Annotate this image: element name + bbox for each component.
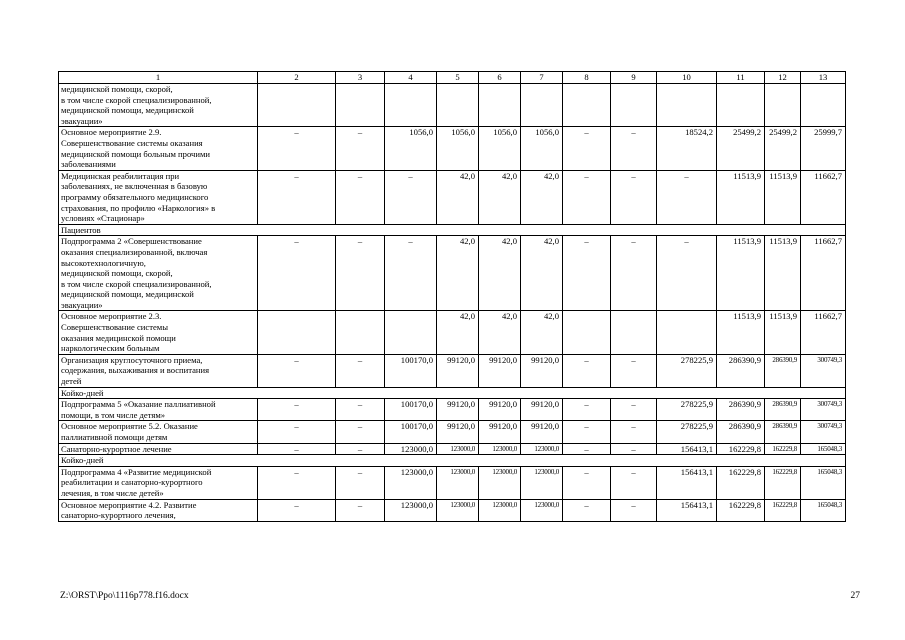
- table-row: [59, 170, 846, 224]
- table-cell: 286390,9: [765, 399, 801, 421]
- table-cell: 99120,0: [479, 421, 521, 443]
- table-cell: 278225,9: [657, 399, 717, 421]
- table-cell: 286390,9: [765, 354, 801, 387]
- table-cell: 286390,9: [717, 399, 765, 421]
- header-cell: 12: [765, 72, 801, 84]
- table-cell: 42,0: [479, 236, 521, 311]
- header-cell: 4: [385, 72, 437, 84]
- table-cell: –: [258, 236, 336, 311]
- table-cell: –: [258, 421, 336, 443]
- table-cell: –: [385, 170, 437, 224]
- table-cell: 123000,0: [479, 443, 521, 455]
- table-cell: –: [611, 170, 657, 224]
- table-row: [59, 236, 846, 311]
- table-cell: 11513,9: [717, 311, 765, 354]
- table-cell: [336, 84, 385, 127]
- table-row: [59, 443, 846, 455]
- data-table: [58, 71, 846, 522]
- table-cell: 278225,9: [657, 354, 717, 387]
- row-label: Основное мероприятие 2.9. Совершенствование системы оказания медицинской помощи больным прочими заболеваниями: [59, 127, 258, 170]
- table-cell: –: [258, 354, 336, 387]
- table-cell: 99120,0: [437, 354, 479, 387]
- table-cell: 1056,0: [521, 127, 563, 170]
- header-cell: 5: [437, 72, 479, 84]
- table-cell: –: [611, 236, 657, 311]
- table-cell: 42,0: [437, 236, 479, 311]
- header-cell: 10: [657, 72, 717, 84]
- table-cell: [657, 84, 717, 127]
- table-cell: 278225,9: [657, 421, 717, 443]
- table-cell: [563, 311, 611, 354]
- table-cell: 123000,0: [479, 466, 521, 499]
- table-cell: 100170,0: [385, 399, 437, 421]
- table-cell: 99120,0: [479, 399, 521, 421]
- table-cell: 42,0: [521, 236, 563, 311]
- table-cell: 42,0: [437, 170, 479, 224]
- table-cell: –: [336, 399, 385, 421]
- table-cell: 100170,0: [385, 354, 437, 387]
- table-cell: –: [657, 170, 717, 224]
- table-cell: –: [258, 170, 336, 224]
- table-cell: –: [336, 499, 385, 521]
- table-cell: 300749,3: [801, 399, 846, 421]
- table-cell: 25499,2: [717, 127, 765, 170]
- row-label: Основное мероприятие 5.2. Оказание паллиативной помощи детям: [59, 421, 258, 443]
- table-cell: –: [611, 443, 657, 455]
- table-cell: 123000,0: [385, 466, 437, 499]
- header-row: [59, 72, 846, 84]
- table-cell: 156413,1: [657, 443, 717, 455]
- table-cell: [563, 84, 611, 127]
- table-cell: 42,0: [479, 170, 521, 224]
- table-cell: –: [611, 421, 657, 443]
- table-cell: 1056,0: [437, 127, 479, 170]
- table-row: [59, 354, 846, 387]
- table-cell: –: [385, 236, 437, 311]
- table-cell: –: [258, 399, 336, 421]
- table-cell: –: [563, 354, 611, 387]
- table-cell: 123000,0: [437, 466, 479, 499]
- table-cell: 162229,8: [717, 499, 765, 521]
- table-cell: 162229,8: [717, 443, 765, 455]
- row-label: Санаторно-курортное лечение: [59, 443, 258, 455]
- unit-row: [59, 224, 846, 236]
- table-cell: 11513,9: [765, 170, 801, 224]
- table-cell: 99120,0: [521, 421, 563, 443]
- row-label: Подпрограмма 4 «Развитие медицинской реабилитации и санаторно-курортного лечения, в том числе детей»: [59, 466, 258, 499]
- header-cell: 1: [59, 72, 258, 84]
- table-cell: [336, 311, 385, 354]
- table-cell: 42,0: [521, 311, 563, 354]
- table-cell: –: [336, 236, 385, 311]
- table-cell: [258, 311, 336, 354]
- table-cell: –: [336, 466, 385, 499]
- table-cell: –: [563, 443, 611, 455]
- table-cell: –: [258, 127, 336, 170]
- table-cell: 123000,0: [385, 443, 437, 455]
- table-cell: –: [563, 421, 611, 443]
- table-cell: 11513,9: [765, 311, 801, 354]
- table-cell: 99120,0: [521, 399, 563, 421]
- header-cell: 2: [258, 72, 336, 84]
- table-cell: 42,0: [479, 311, 521, 354]
- table-cell: 286390,9: [717, 421, 765, 443]
- table-cell: [385, 84, 437, 127]
- table-cell: 300749,3: [801, 354, 846, 387]
- table-cell: –: [258, 443, 336, 455]
- table-cell: 11513,9: [717, 170, 765, 224]
- unit-row: [59, 455, 846, 467]
- table-cell: –: [563, 236, 611, 311]
- table-cell: 123000,0: [437, 499, 479, 521]
- table-cell: 162229,8: [765, 499, 801, 521]
- table-cell: –: [563, 499, 611, 521]
- table-cell: 1056,0: [385, 127, 437, 170]
- table-cell: –: [563, 170, 611, 224]
- table-cell: 162229,8: [765, 443, 801, 455]
- table-cell: –: [611, 127, 657, 170]
- table-cell: 300749,3: [801, 421, 846, 443]
- table-cell: –: [258, 466, 336, 499]
- table-cell: 18524,2: [657, 127, 717, 170]
- table-cell: [437, 84, 479, 127]
- table-cell: 11662,7: [801, 311, 846, 354]
- table-cell: [611, 311, 657, 354]
- table-cell: –: [336, 127, 385, 170]
- table-cell: [258, 84, 336, 127]
- table-cell: –: [336, 170, 385, 224]
- table-cell: [385, 311, 437, 354]
- header-cell: 3: [336, 72, 385, 84]
- unit-label: Койко-дней: [59, 387, 846, 399]
- table-row: [59, 84, 846, 127]
- table-cell: –: [336, 421, 385, 443]
- table-cell: 286390,9: [765, 421, 801, 443]
- table-cell: 286390,9: [717, 354, 765, 387]
- table-cell: 156413,1: [657, 499, 717, 521]
- row-label: медицинской помощи, скорой, в том числе скорой специализированной, медицинской помощи, медицинской эвакуации»: [59, 84, 258, 127]
- table-cell: –: [258, 499, 336, 521]
- table-cell: [801, 84, 846, 127]
- table-cell: –: [563, 399, 611, 421]
- table-cell: 1056,0: [479, 127, 521, 170]
- header-cell: 7: [521, 72, 563, 84]
- table-cell: 123000,0: [385, 499, 437, 521]
- table-cell: –: [611, 466, 657, 499]
- table-cell: [611, 84, 657, 127]
- table-cell: –: [611, 499, 657, 521]
- table-cell: 11662,7: [801, 170, 846, 224]
- header-cell: 6: [479, 72, 521, 84]
- table-cell: –: [336, 443, 385, 455]
- table-cell: 123000,0: [521, 466, 563, 499]
- table-cell: 123000,0: [437, 443, 479, 455]
- header-cell: 8: [563, 72, 611, 84]
- header-cell: 13: [801, 72, 846, 84]
- table-cell: 165048,3: [801, 466, 846, 499]
- table-cell: 99120,0: [521, 354, 563, 387]
- table-cell: [765, 84, 801, 127]
- table-row: [59, 466, 846, 499]
- unit-label: Койко-дней: [59, 455, 846, 467]
- page-number: 27: [850, 591, 860, 601]
- row-label: Организация круглосуточного приема, содержания, выхаживания и воспитания детей: [59, 354, 258, 387]
- table-cell: 99120,0: [437, 399, 479, 421]
- table-cell: 42,0: [437, 311, 479, 354]
- table-cell: [521, 84, 563, 127]
- table-cell: 123000,0: [521, 499, 563, 521]
- table-cell: 162229,8: [765, 466, 801, 499]
- table-cell: [479, 84, 521, 127]
- unit-row: [59, 387, 846, 399]
- table-cell: [717, 84, 765, 127]
- table-cell: 99120,0: [437, 421, 479, 443]
- row-label: Подпрограмма 2 «Совершенствование оказания специализированной, включая высокотехнологичную, медицинской помощи, скорой, в том числе скорой специализированной, медицинской помощи, медицинской эвакуации»: [59, 236, 258, 311]
- table-cell: –: [657, 236, 717, 311]
- table-cell: –: [563, 466, 611, 499]
- table-row: [59, 499, 846, 521]
- table-cell: 42,0: [521, 170, 563, 224]
- table-cell: [657, 311, 717, 354]
- table-cell: 100170,0: [385, 421, 437, 443]
- table-row: [59, 421, 846, 443]
- table-row: [59, 311, 846, 354]
- table-cell: –: [611, 354, 657, 387]
- table-cell: 11513,9: [717, 236, 765, 311]
- header-cell: 11: [717, 72, 765, 84]
- header-cell: 9: [611, 72, 657, 84]
- table-cell: 25999,7: [801, 127, 846, 170]
- table-cell: 99120,0: [479, 354, 521, 387]
- table-cell: 11513,9: [765, 236, 801, 311]
- table-cell: 11662,7: [801, 236, 846, 311]
- table-row: [59, 127, 846, 170]
- row-label: Основное мероприятие 4.2. Развитие санаторно-курортного лечения,: [59, 499, 258, 521]
- table-cell: 165048,3: [801, 499, 846, 521]
- table-cell: 123000,0: [479, 499, 521, 521]
- row-label: Основное мероприятие 2.3. Совершенствование системы оказания медицинской помощи наркологическим больным: [59, 311, 258, 354]
- table-cell: 162229,8: [717, 466, 765, 499]
- table-row: [59, 399, 846, 421]
- table-cell: –: [336, 354, 385, 387]
- file-path: Z:\ORST\Ppo\1116p778.f16.docx: [60, 591, 189, 601]
- unit-label: Пациентов: [59, 224, 846, 236]
- table-cell: 123000,0: [521, 443, 563, 455]
- row-label: Подпрограмма 5 «Оказание паллиативной помощи, в том числе детям»: [59, 399, 258, 421]
- table-cell: –: [611, 399, 657, 421]
- table-cell: 156413,1: [657, 466, 717, 499]
- table-cell: 25499,2: [765, 127, 801, 170]
- row-label: Медицинская реабилитация при заболеваниях, не включенная в базовую программу обязательного медицинского страхования, по профилю «Наркология» в условиях «Стационар»: [59, 170, 258, 224]
- table-cell: –: [563, 127, 611, 170]
- table-cell: 165048,3: [801, 443, 846, 455]
